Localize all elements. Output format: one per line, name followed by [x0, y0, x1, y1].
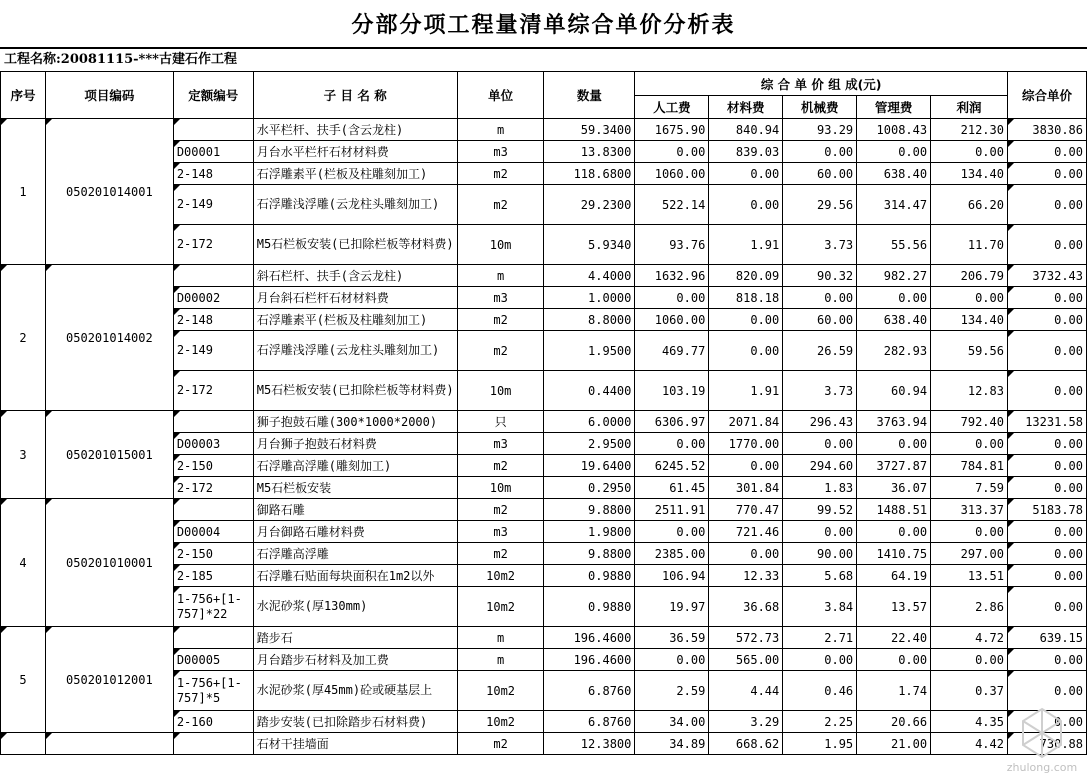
cell-total: 0.00 [1007, 163, 1086, 185]
cell-qty: 59.3400 [544, 119, 635, 141]
cell-qty: 2.9500 [544, 433, 635, 455]
cell-machine: 0.46 [783, 671, 857, 711]
cell-quota: 2-160 [173, 711, 253, 733]
cell-machine: 3.84 [783, 587, 857, 627]
cell-quota: 2-148 [173, 309, 253, 331]
cell-machine: 99.52 [783, 499, 857, 521]
cell-item-name: 御路石雕 [253, 499, 457, 521]
cell-material: 0.00 [709, 455, 783, 477]
cell-item-name: 石材干挂墙面 [253, 733, 457, 755]
cell-item-name: 月台踏步石材料及加工费 [253, 649, 457, 671]
cell-unit: m3 [457, 287, 544, 309]
cell-qty: 0.9880 [544, 565, 635, 587]
cell-mgmt: 22.40 [857, 627, 931, 649]
cell-labor: 61.45 [635, 477, 709, 499]
cell-labor: 2385.00 [635, 543, 709, 565]
cell-mgmt: 3763.94 [857, 411, 931, 433]
cell-item-name: 踏步石 [253, 627, 457, 649]
cell-labor: 34.89 [635, 733, 709, 755]
cell-total: 0.00 [1007, 309, 1086, 331]
cell-quota: 2-172 [173, 477, 253, 499]
cell-machine: 2.71 [783, 627, 857, 649]
cell-profit: 784.81 [931, 455, 1008, 477]
header-labor: 人工费 [635, 96, 709, 119]
cell-labor: 522.14 [635, 185, 709, 225]
header-machine: 机械费 [783, 96, 857, 119]
table-row [1, 411, 1087, 433]
cell-machine: 0.00 [783, 649, 857, 671]
cell-item-name: 水泥砂浆(厚45mm)砼或硬基层上 [253, 671, 457, 711]
cell-material: 1.91 [709, 371, 783, 411]
cell-total: 0.00 [1007, 521, 1086, 543]
cell-unit: m [457, 649, 544, 671]
cell-machine: 3.73 [783, 371, 857, 411]
cell-unit: m3 [457, 521, 544, 543]
cell-item-name: 石浮雕浅浮雕(云龙柱头雕刻加工) [253, 331, 457, 371]
cell-profit: 13.51 [931, 565, 1008, 587]
cell-total: 0.00 [1007, 141, 1086, 163]
cell-material: 770.47 [709, 499, 783, 521]
cell-quota: 2-149 [173, 331, 253, 371]
cell-qty: 1.9800 [544, 521, 635, 543]
header-total: 综合单价 [1007, 72, 1086, 119]
cell-material: 0.00 [709, 331, 783, 371]
cell-mgmt: 1488.51 [857, 499, 931, 521]
cell-unit: 10m [457, 477, 544, 499]
cell-profit: 11.70 [931, 225, 1008, 265]
cell-labor: 0.00 [635, 433, 709, 455]
cell-mgmt: 1.74 [857, 671, 931, 711]
cell-unit: 10m [457, 371, 544, 411]
cell-total: 0.00 [1007, 649, 1086, 671]
watermark-text: zhulong.com [1006, 761, 1078, 774]
cell-qty: 19.6400 [544, 455, 635, 477]
cell-unit: m2 [457, 455, 544, 477]
table-row [1, 627, 1087, 649]
cell-code: 050201012001 [45, 627, 173, 733]
cell-quota [173, 119, 253, 141]
cell-profit: 0.00 [931, 521, 1008, 543]
table-row [1, 265, 1087, 287]
cell-code: 050201014002 [45, 265, 173, 411]
cell-item-name: 石浮雕高浮雕(雕刻加工) [253, 455, 457, 477]
cell-labor: 36.59 [635, 627, 709, 649]
cell-item-name: 踏步安装(已扣除踏步石材料费) [253, 711, 457, 733]
cell-mgmt: 60.94 [857, 371, 931, 411]
cell-total: 3830.86 [1007, 119, 1086, 141]
cell-total: 0.00 [1007, 455, 1086, 477]
cell-quota [173, 265, 253, 287]
cell-total: 0.00 [1007, 671, 1086, 711]
cell-item-name: 石浮雕浅浮雕(云龙柱头雕刻加工) [253, 185, 457, 225]
cell-material: 0.00 [709, 309, 783, 331]
cell-quota: 1-756+[1-757]*22 [173, 587, 253, 627]
cell-mgmt: 13.57 [857, 587, 931, 627]
cell-material: 1.91 [709, 225, 783, 265]
cell-total: 639.15 [1007, 627, 1086, 649]
cell-machine: 93.29 [783, 119, 857, 141]
cell-labor: 1060.00 [635, 309, 709, 331]
header-material: 材料费 [709, 96, 783, 119]
cell-quota: 2-149 [173, 185, 253, 225]
cell-total: 5183.78 [1007, 499, 1086, 521]
cell-machine: 26.59 [783, 331, 857, 371]
cell-item-name: M5石栏板安装(已扣除栏板等材料费) [253, 371, 457, 411]
cell-qty: 0.2950 [544, 477, 635, 499]
report-title: 分部分项工程量清单综合单价分析表 [351, 11, 736, 38]
cell-unit: m2 [457, 733, 544, 755]
cell-material: 0.00 [709, 185, 783, 225]
cell-mgmt: 20.66 [857, 711, 931, 733]
cell-unit: m2 [457, 331, 544, 371]
cell-quota: D00003 [173, 433, 253, 455]
cell-unit: m [457, 265, 544, 287]
cell-qty: 1.0000 [544, 287, 635, 309]
cell-item-name: 斜石栏杆、扶手(含云龙柱) [253, 265, 457, 287]
header-item: 子 目 名 称 [253, 72, 457, 119]
cell-quota: D00005 [173, 649, 253, 671]
header-seq: 序号 [1, 72, 46, 119]
cell-qty: 8.8000 [544, 309, 635, 331]
cell-profit: 297.00 [931, 543, 1008, 565]
watermark-logo [1001, 705, 1083, 775]
cell-quota: 2-172 [173, 225, 253, 265]
cell-unit: 10m2 [457, 671, 544, 711]
cell-unit: m [457, 627, 544, 649]
cell-labor: 19.97 [635, 587, 709, 627]
cell-unit: m2 [457, 185, 544, 225]
cell-total: 0.00 [1007, 565, 1086, 587]
cell-profit: 0.00 [931, 649, 1008, 671]
cell-seq: 3 [1, 411, 46, 499]
cell-material: 3.29 [709, 711, 783, 733]
cell-machine: 90.00 [783, 543, 857, 565]
cell-total: 0.00 [1007, 371, 1086, 411]
table-row [1, 119, 1087, 141]
cell-labor: 93.76 [635, 225, 709, 265]
cell-material: 565.00 [709, 649, 783, 671]
cell-unit: m2 [457, 309, 544, 331]
cell-code [45, 733, 173, 755]
cell-profit: 7.59 [931, 477, 1008, 499]
cell-item-name: 水平栏杆、扶手(含云龙柱) [253, 119, 457, 141]
cell-quota: D00001 [173, 141, 253, 163]
header-unit: 单位 [457, 72, 544, 119]
cell-total: 0.00 [1007, 477, 1086, 499]
cell-unit: m2 [457, 163, 544, 185]
cell-profit: 0.00 [931, 141, 1008, 163]
cell-item-name: 石浮雕素平(栏板及柱雕刻加工) [253, 309, 457, 331]
cell-total: 13231.58 [1007, 411, 1086, 433]
cell-qty: 9.8800 [544, 543, 635, 565]
cell-quota: 1-756+[1-757]*5 [173, 671, 253, 711]
cell-total: 730.88 [1007, 733, 1086, 755]
cell-profit: 134.40 [931, 163, 1008, 185]
cell-quota [173, 499, 253, 521]
cell-unit: m3 [457, 433, 544, 455]
cell-machine: 0.00 [783, 521, 857, 543]
cell-machine: 29.56 [783, 185, 857, 225]
cell-seq: 4 [1, 499, 46, 627]
cell-mgmt: 36.07 [857, 477, 931, 499]
table-body [1, 119, 1087, 755]
cell-quota: D00004 [173, 521, 253, 543]
cell-total: 0.00 [1007, 587, 1086, 627]
cell-profit: 0.00 [931, 287, 1008, 309]
cell-unit: 10m [457, 225, 544, 265]
cell-labor: 2511.91 [635, 499, 709, 521]
cell-mgmt: 638.40 [857, 163, 931, 185]
cell-item-name: 月台水平栏杆石材材料费 [253, 141, 457, 163]
cell-profit: 0.37 [931, 671, 1008, 711]
cell-profit: 134.40 [931, 309, 1008, 331]
cell-quota: 2-150 [173, 455, 253, 477]
cell-qty: 6.8760 [544, 671, 635, 711]
cell-material: 820.09 [709, 265, 783, 287]
cell-mgmt: 0.00 [857, 649, 931, 671]
cell-item-name: 月台狮子抱鼓石材料费 [253, 433, 457, 455]
cell-item-name: 月台御路石雕材料费 [253, 521, 457, 543]
cell-seq: 5 [1, 627, 46, 733]
cell-item-name: 水泥砂浆(厚130mm) [253, 587, 457, 627]
header-group: 综 合 单 价 组 成(元) [635, 72, 1008, 96]
cell-unit: 只 [457, 411, 544, 433]
cell-material: 301.84 [709, 477, 783, 499]
cell-profit: 206.79 [931, 265, 1008, 287]
cell-quota: 2-172 [173, 371, 253, 411]
cell-profit: 2.86 [931, 587, 1008, 627]
cell-unit: m [457, 119, 544, 141]
cell-item-name: 狮子抱鼓石雕(300*1000*2000) [253, 411, 457, 433]
cell-profit: 4.72 [931, 627, 1008, 649]
cell-machine: 296.43 [783, 411, 857, 433]
cell-item-name: 石浮雕高浮雕 [253, 543, 457, 565]
cell-qty: 1.9500 [544, 331, 635, 371]
cell-profit: 59.56 [931, 331, 1008, 371]
cell-unit: 10m2 [457, 587, 544, 627]
cell-qty: 5.9340 [544, 225, 635, 265]
cell-total: 3732.43 [1007, 265, 1086, 287]
cell-machine: 0.00 [783, 433, 857, 455]
cell-qty: 9.8800 [544, 499, 635, 521]
cell-unit: 10m2 [457, 711, 544, 733]
cell-unit: m3 [457, 141, 544, 163]
cell-labor: 106.94 [635, 565, 709, 587]
cell-material: 1770.00 [709, 433, 783, 455]
cell-profit: 792.40 [931, 411, 1008, 433]
cell-material: 0.00 [709, 163, 783, 185]
cell-mgmt: 21.00 [857, 733, 931, 755]
cell-material: 2071.84 [709, 411, 783, 433]
cell-qty: 29.2300 [544, 185, 635, 225]
cell-labor: 0.00 [635, 141, 709, 163]
cell-material: 721.46 [709, 521, 783, 543]
cell-quota: 2-185 [173, 565, 253, 587]
cell-qty: 0.4400 [544, 371, 635, 411]
cell-profit: 0.00 [931, 433, 1008, 455]
cell-quota [173, 627, 253, 649]
cell-labor: 469.77 [635, 331, 709, 371]
cell-material: 12.33 [709, 565, 783, 587]
cell-mgmt: 0.00 [857, 521, 931, 543]
cell-code: 050201014001 [45, 119, 173, 265]
cell-qty: 196.4600 [544, 649, 635, 671]
cell-machine: 1.95 [783, 733, 857, 755]
cell-material: 818.18 [709, 287, 783, 309]
cell-material: 839.03 [709, 141, 783, 163]
cell-labor: 2.59 [635, 671, 709, 711]
cell-quota: 2-148 [173, 163, 253, 185]
cell-mgmt: 638.40 [857, 309, 931, 331]
cell-item-name: 石浮雕石贴面每块面积在1m2以外 [253, 565, 457, 587]
cell-machine: 294.60 [783, 455, 857, 477]
cell-profit: 66.20 [931, 185, 1008, 225]
cell-labor: 34.00 [635, 711, 709, 733]
cell-labor: 1060.00 [635, 163, 709, 185]
cell-code: 050201010001 [45, 499, 173, 627]
cell-machine: 5.68 [783, 565, 857, 587]
cell-quota: 2-150 [173, 543, 253, 565]
cell-total: 0.00 [1007, 331, 1086, 371]
cell-profit: 12.83 [931, 371, 1008, 411]
cell-total: 0.00 [1007, 185, 1086, 225]
cell-material: 4.44 [709, 671, 783, 711]
cell-machine: 60.00 [783, 163, 857, 185]
cell-mgmt: 0.00 [857, 287, 931, 309]
project-name-line: 工程名称:20081115-***古建石作工程 [0, 47, 1087, 69]
cell-qty: 12.3800 [544, 733, 635, 755]
table-row [1, 733, 1087, 755]
cell-profit: 212.30 [931, 119, 1008, 141]
cell-material: 0.00 [709, 543, 783, 565]
cell-item-name: 石浮雕素平(栏板及柱雕刻加工) [253, 163, 457, 185]
cell-seq: 2 [1, 265, 46, 411]
cell-qty: 13.8300 [544, 141, 635, 163]
cell-item-name: 月台斜石栏杆石材材料费 [253, 287, 457, 309]
cell-machine: 0.00 [783, 141, 857, 163]
cell-quota [173, 411, 253, 433]
cell-qty: 196.4600 [544, 627, 635, 649]
cell-profit: 4.35 [931, 711, 1008, 733]
cell-qty: 0.9880 [544, 587, 635, 627]
cell-total: 0.00 [1007, 711, 1086, 733]
cell-unit: 10m2 [457, 565, 544, 587]
cell-qty: 118.6800 [544, 163, 635, 185]
cell-total: 0.00 [1007, 433, 1086, 455]
cell-material: 36.68 [709, 587, 783, 627]
cell-seq [1, 733, 46, 755]
cell-mgmt: 314.47 [857, 185, 931, 225]
cell-item-name: M5石栏板安装(已扣除栏板等材料费) [253, 225, 457, 265]
cell-machine: 1.83 [783, 477, 857, 499]
cell-unit: m2 [457, 543, 544, 565]
unit-price-analysis-table [0, 71, 1087, 755]
cell-quota [173, 733, 253, 755]
cell-profit: 313.37 [931, 499, 1008, 521]
cell-mgmt: 55.56 [857, 225, 931, 265]
cell-machine: 2.25 [783, 711, 857, 733]
cell-labor: 103.19 [635, 371, 709, 411]
header-mgmt: 管理费 [857, 96, 931, 119]
cell-mgmt: 1410.75 [857, 543, 931, 565]
cell-qty: 6.8760 [544, 711, 635, 733]
cell-machine: 3.73 [783, 225, 857, 265]
cell-mgmt: 982.27 [857, 265, 931, 287]
header-profit: 利润 [931, 96, 1008, 119]
cell-total: 0.00 [1007, 287, 1086, 309]
cell-qty: 4.4000 [544, 265, 635, 287]
cell-material: 840.94 [709, 119, 783, 141]
cell-mgmt: 3727.87 [857, 455, 931, 477]
table-row [1, 499, 1087, 521]
cell-item-name: M5石栏板安装 [253, 477, 457, 499]
cell-machine: 90.32 [783, 265, 857, 287]
cell-labor: 1675.90 [635, 119, 709, 141]
cell-qty: 6.0000 [544, 411, 635, 433]
cell-code: 050201015001 [45, 411, 173, 499]
cell-unit: m2 [457, 499, 544, 521]
cell-material: 668.62 [709, 733, 783, 755]
cell-mgmt: 282.93 [857, 331, 931, 371]
header-code: 项目编码 [45, 72, 173, 119]
cell-material: 572.73 [709, 627, 783, 649]
cell-total: 0.00 [1007, 543, 1086, 565]
cell-labor: 0.00 [635, 521, 709, 543]
cell-total: 0.00 [1007, 225, 1086, 265]
cell-labor: 1632.96 [635, 265, 709, 287]
cell-labor: 6306.97 [635, 411, 709, 433]
cell-profit: 4.42 [931, 733, 1008, 755]
cell-seq: 1 [1, 119, 46, 265]
cell-mgmt: 0.00 [857, 141, 931, 163]
header-qty: 数量 [544, 72, 635, 119]
cell-labor: 6245.52 [635, 455, 709, 477]
cell-machine: 60.00 [783, 309, 857, 331]
cell-labor: 0.00 [635, 649, 709, 671]
header-quota: 定额编号 [173, 72, 253, 119]
cell-machine: 0.00 [783, 287, 857, 309]
cell-mgmt: 64.19 [857, 565, 931, 587]
cell-quota: D00002 [173, 287, 253, 309]
cell-labor: 0.00 [635, 287, 709, 309]
cell-mgmt: 1008.43 [857, 119, 931, 141]
cell-mgmt: 0.00 [857, 433, 931, 455]
